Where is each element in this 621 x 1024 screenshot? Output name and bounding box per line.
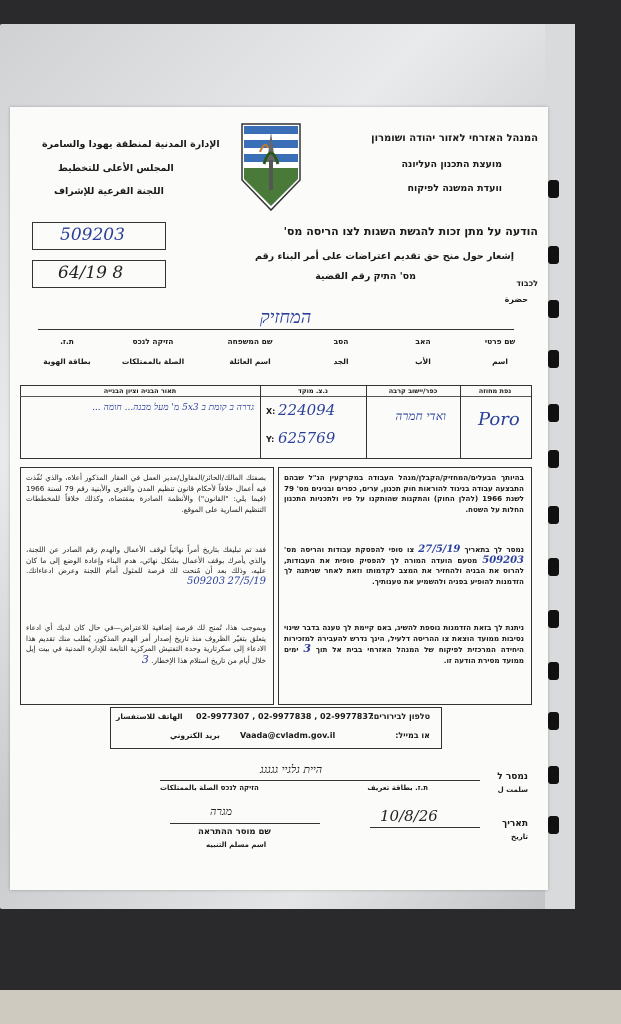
hebrew-paragraph-3: ניתנת לך בזאת הזדמנות נוספת להשיג, באם קיימת לך טענה בדבר שינוי נסיבות ממועד הוצאת צו ההריסה דלעיל, הינך נדרש להעבירה למזכירות היחידה המרכזית לפיקוח של המנהל האזרחי בבית אל תוך 3 ימים ממועד מסירת הודעה זו. [284, 623, 524, 665]
coord-x-handwritten: 224094 [278, 401, 336, 419]
location-table-header-line [20, 396, 531, 397]
binder-hole [548, 246, 559, 264]
building-desc-handwritten: גדרה ב קומת ב 5x3 מ' מעל מבנה... חומה ... [92, 403, 254, 413]
idf-emblem-icon [240, 122, 302, 212]
th-village: כפר/יישוב קרבה [388, 387, 438, 395]
person-line [38, 329, 514, 330]
arabic-paragraph-1: بصفتك المالك/الحائز/المقاول/مدير العمل في العقار المذكور أعلاه، والذي نُفّذت فيه أعمال خلافاً لأحكام قانون تنظيم المدن والقرى والأبنية رقم 79 لسنة 1966 (فيما يلي: "القانون") والأنظمة الصادرة بمقتضاه، وكذلك خلافاً للمخططات التنظيم السارية على الموقع. [26, 473, 266, 514]
hebrew-paragraph-1: בהיותך הבעלים/המחזיק/הקבלן/מנהל העבודה במקרקעין הנ"ל שבהם התבצעה עבודה בניגוד להוראות חוק תכנון, ערים, כפרים ובנינים מס' 79 לשנת 1966 (להלן החוק) והתקנות שהותקנו על פיו ולתכניות התכנון החלות על השטח. [284, 473, 524, 514]
col-family: שם המשפחה [227, 337, 273, 346]
id-label: ת.ז. بطاقة تعريف [367, 784, 428, 792]
server-label-ar: اسم مسلم التنبيه [206, 841, 267, 849]
header-he-line2: מועצת התכנון העליונה [401, 159, 502, 170]
col-divider [260, 385, 261, 458]
notice-document [10, 107, 548, 890]
binder-hole [548, 180, 559, 198]
date2-handwritten: 27/5/19 [227, 575, 266, 587]
header-ar-line3: اللجنة الفرعية للإشراف [54, 186, 164, 197]
binder-hole [548, 816, 559, 834]
to-hebrew: לכבוד [516, 279, 538, 288]
phone-label-ar: الهاتف للاستفسار [116, 712, 183, 721]
coord-y-handwritten: 625769 [278, 429, 336, 447]
recipient-line [160, 780, 480, 781]
col-family-ar: اسم العائلة [229, 357, 271, 366]
date-line [370, 827, 480, 828]
th-area: נפת מחוזה [478, 387, 512, 395]
delivered-to-label: נמסר ל [497, 772, 528, 782]
binder-hole [548, 404, 559, 422]
col-divider [366, 385, 367, 458]
area-handwritten: Poro [478, 409, 520, 430]
header-ar-line1: الإدارة المدنية لمنطقة يهودا والسامرة [42, 139, 220, 150]
col-relation-ar: الصلة بالممتلكات [121, 357, 185, 366]
email-label: או במייל: [395, 731, 430, 740]
date1-handwritten: 27/5/19 [418, 544, 461, 555]
col-id: ת.ז. [60, 337, 74, 346]
y-label: Y: [266, 435, 275, 444]
binder-hole [548, 662, 559, 680]
arabic-paragraph-3: وبموجب هذا، تُمنح لك فرصة إضافية للاعتراض—في حال كان لديك أي ادعاء يتعلق بتغيّر الظروف منذ تاريخ إصدار أمر الهدم المذكور، يُطلب منك تقديم هذا الادعاء إلى سكرتارية وحدة التفتيش المركزية التابعة للإدارة المدنية في بيت إيل خلال أيام من تاريخ استلام هذا الإخطار. 3 [26, 623, 266, 666]
case-number-handwritten: 64/19 8 [58, 263, 124, 283]
email-address: Vaada@cvladm.gov.il [240, 731, 336, 740]
col-divider [460, 385, 461, 458]
holder-name-handwritten: המחזיק [260, 307, 312, 328]
phone-label: טלפון לבירורים: [370, 712, 430, 721]
binder-hole [548, 506, 559, 524]
date-label: תאריך [502, 819, 528, 829]
col-father-ar: الأب [415, 357, 431, 366]
date-signed-handwritten: 10/8/26 [380, 807, 438, 825]
col-first-name-ar: اسم [492, 357, 508, 366]
header-he-line3: וועדת המשנה לפיקוח [407, 183, 502, 194]
table-surface [0, 990, 621, 1024]
col-grandfather-ar: الجد [333, 357, 349, 366]
days1-handwritten: 3 [303, 642, 311, 655]
col-first-name: שם פרטי [484, 337, 516, 346]
title-arabic: إشعار حول منح حق تقديم اعتراضات على أمر البناء رقم [255, 251, 514, 262]
arabic-paragraph-2: فقد تم تبليغك بتاريخ أمراً نهائياً لوقف الأعمال والهدم رقم الصادر عن اللجنة، والذي يأمرك بوقف الأعمال بشكل نهائي، هدم البناء وإعادة الوضع إلى ما كان عليه، وذلك بعد أن مُنحت لك فرصة للمثول أمام اللجنة وعرض ادعاءاتك. 27/5/19 509203 [26, 545, 266, 587]
email-label-ar: بريد الكتروني [170, 731, 220, 740]
server-line [170, 823, 320, 824]
binder-hole [548, 450, 559, 468]
th-coords: נ.צ. מוקד [298, 387, 328, 395]
col-id-ar: بطاقة الهوية [43, 357, 91, 366]
header-ar-line2: المجلس الأعلى للتخطيط [58, 163, 174, 174]
server-label: שם מוסר ההתראה [198, 827, 271, 837]
binder-hole [548, 610, 559, 628]
hebrew-paragraph-2: נמסר לך בתאריך 27/5/19 צו סופי להפסקת עבודות והריסה מס' 509203 מטעם הועדה המורה לך להפסיק סופית את העבודות, להרוס את הבניה ולהחזיר את המצב לקדמותו וזאת לאחר שניתנה לך הזדמנות להופיע בפניה ולהשמיע את טענותיך. [284, 544, 524, 586]
village-handwritten: ואדי חמרה [395, 409, 446, 423]
date-label-ar: تاريخ [511, 833, 528, 841]
header-he-line1: המנהל האזרחי לאזור יהודה ושומרון [371, 133, 538, 144]
server-sign-handwritten: מגרה [210, 805, 232, 818]
col-grandfather: הסב [333, 337, 349, 346]
binder-hole [548, 766, 559, 784]
title-hebrew: הודעה על מתן זכות להגשת השגות לצו הריסה מס' [283, 225, 538, 238]
x-label: X: [266, 407, 276, 416]
to-arabic: حضرة [504, 295, 528, 304]
days2-handwritten: 3 [141, 652, 149, 666]
case-number-label: מס' התיק رقم القضية [315, 271, 416, 282]
col-relation: הזיקה לנכס [132, 337, 174, 346]
recipient-name-handwritten: היית גלגיי גגגגג [260, 763, 323, 776]
binder-hole [548, 300, 559, 318]
col-father: האב [415, 337, 431, 346]
relation-label: הזיקה לנכס الصلة بالممتلكات [160, 784, 259, 792]
order-number-handwritten: 509203 [60, 225, 125, 245]
binder-hole [548, 712, 559, 730]
phone-numbers: 02-9977307 , 02-9977838 , 02-9977837 [196, 712, 374, 721]
th-building: תאור הבניה וציון הבנייה [103, 387, 177, 395]
binder-hole [548, 558, 559, 576]
binder-hole [548, 350, 559, 368]
order-ref1-handwritten: 509203 [482, 554, 524, 566]
delivered-to-label-ar: سلمت ل [497, 786, 528, 794]
order-ref2-handwritten: 509203 [186, 575, 226, 587]
